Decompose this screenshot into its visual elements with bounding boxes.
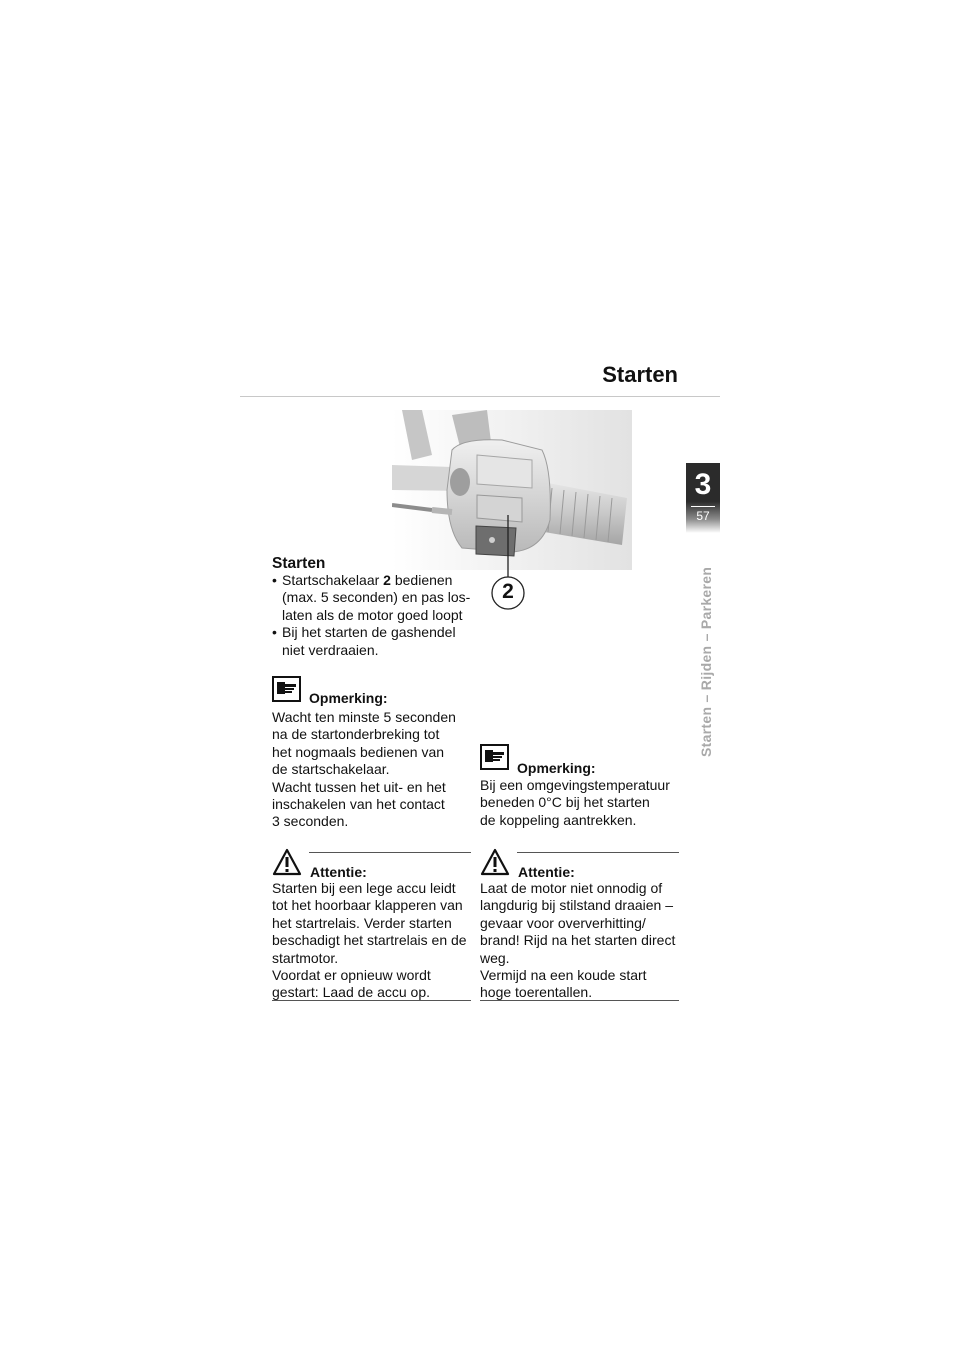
page-number: 57 xyxy=(696,509,710,523)
text-line: het nogmaals bedienen van xyxy=(272,743,445,760)
attention-body xyxy=(480,880,675,1002)
text-line: het startrelais. Verder starten xyxy=(272,914,452,931)
text-line: Starten bij een lege accu leidt xyxy=(272,880,456,896)
attention-body xyxy=(272,880,467,1002)
text-line: Voordat er opnieuw wordt xyxy=(272,967,431,984)
attention-bottom-rule xyxy=(272,1000,471,1001)
bullet-list xyxy=(272,572,472,659)
note-body xyxy=(480,777,670,829)
text-line: de startschakelaar. xyxy=(272,761,390,778)
attention-label: Attentie: xyxy=(310,864,367,880)
text-line: beschadigt het startrelais en de xyxy=(272,932,467,949)
attention-label: Attentie: xyxy=(518,864,575,880)
attention-bottom-rule xyxy=(480,1000,679,1001)
text-line: Wacht ten minste 5 seconden xyxy=(272,709,456,725)
text-line: gestart: Laad de accu op. xyxy=(272,984,430,1001)
text-line: tot het hoorbaar klapperen van xyxy=(272,897,463,914)
page-title: Starten xyxy=(602,362,678,387)
note-label: Opmerking: xyxy=(309,690,388,706)
note-icon xyxy=(480,744,509,770)
bullet-ref: 2 xyxy=(383,572,391,588)
list-item xyxy=(272,572,472,624)
section-side-title: Starten – Rijden – Parkeren xyxy=(698,566,714,757)
bullet-line xyxy=(282,572,472,589)
bullet-line: laten als de motor goed loopt xyxy=(282,606,463,623)
bullet-mark: • xyxy=(272,572,277,588)
text-line: inschakelen van het contact xyxy=(272,796,445,813)
text-line: Bij een omgevingstemperatuur xyxy=(480,777,670,793)
text-line: Wacht tussen het uit- en het xyxy=(272,778,446,795)
text-line: brand! Rijd na het starten direct xyxy=(480,932,676,949)
chapter-divider xyxy=(691,506,715,507)
bullet-mark: • xyxy=(272,624,277,641)
text-line: Vermijd na een koude start xyxy=(480,967,647,984)
attention-top-rule xyxy=(517,852,679,853)
section-heading: Starten xyxy=(272,555,326,572)
chapter-number: 3 xyxy=(694,468,712,501)
text-line: na de startonderbreking tot xyxy=(272,726,440,743)
text-line: weg. xyxy=(480,949,510,966)
text-line: beneden 0°C bij het starten xyxy=(480,794,650,811)
note-icon xyxy=(272,676,301,702)
text-line: hoge toerentallen. xyxy=(480,984,593,1001)
bullet-text: Startschakelaar xyxy=(282,572,384,588)
text-line: de koppeling aantrekken. xyxy=(480,811,637,828)
text-line: langdurig bij stilstand draaien – xyxy=(480,897,674,914)
bullet-line: Bij het starten de gashendel xyxy=(282,624,456,641)
text-line: startmotor. xyxy=(272,949,339,966)
list-item xyxy=(272,624,472,659)
text-line: Laat de motor niet onnodig of xyxy=(480,880,663,896)
text-line: 3 seconden. xyxy=(272,813,349,830)
warning-icon xyxy=(480,848,510,876)
callout-number: 2 xyxy=(502,580,514,603)
bullet-line: niet verdraaien. xyxy=(282,641,379,658)
note-body xyxy=(272,709,456,831)
bullet-text: bedienen xyxy=(390,572,453,588)
title-rule xyxy=(240,396,720,397)
text-line: gevaar voor oververhitting/ xyxy=(480,914,646,931)
bullet-line: (max. 5 seconden) en pas los- xyxy=(282,589,471,606)
note-label: Opmerking: xyxy=(517,760,596,776)
warning-icon xyxy=(272,848,302,876)
attention-top-rule xyxy=(309,852,471,853)
